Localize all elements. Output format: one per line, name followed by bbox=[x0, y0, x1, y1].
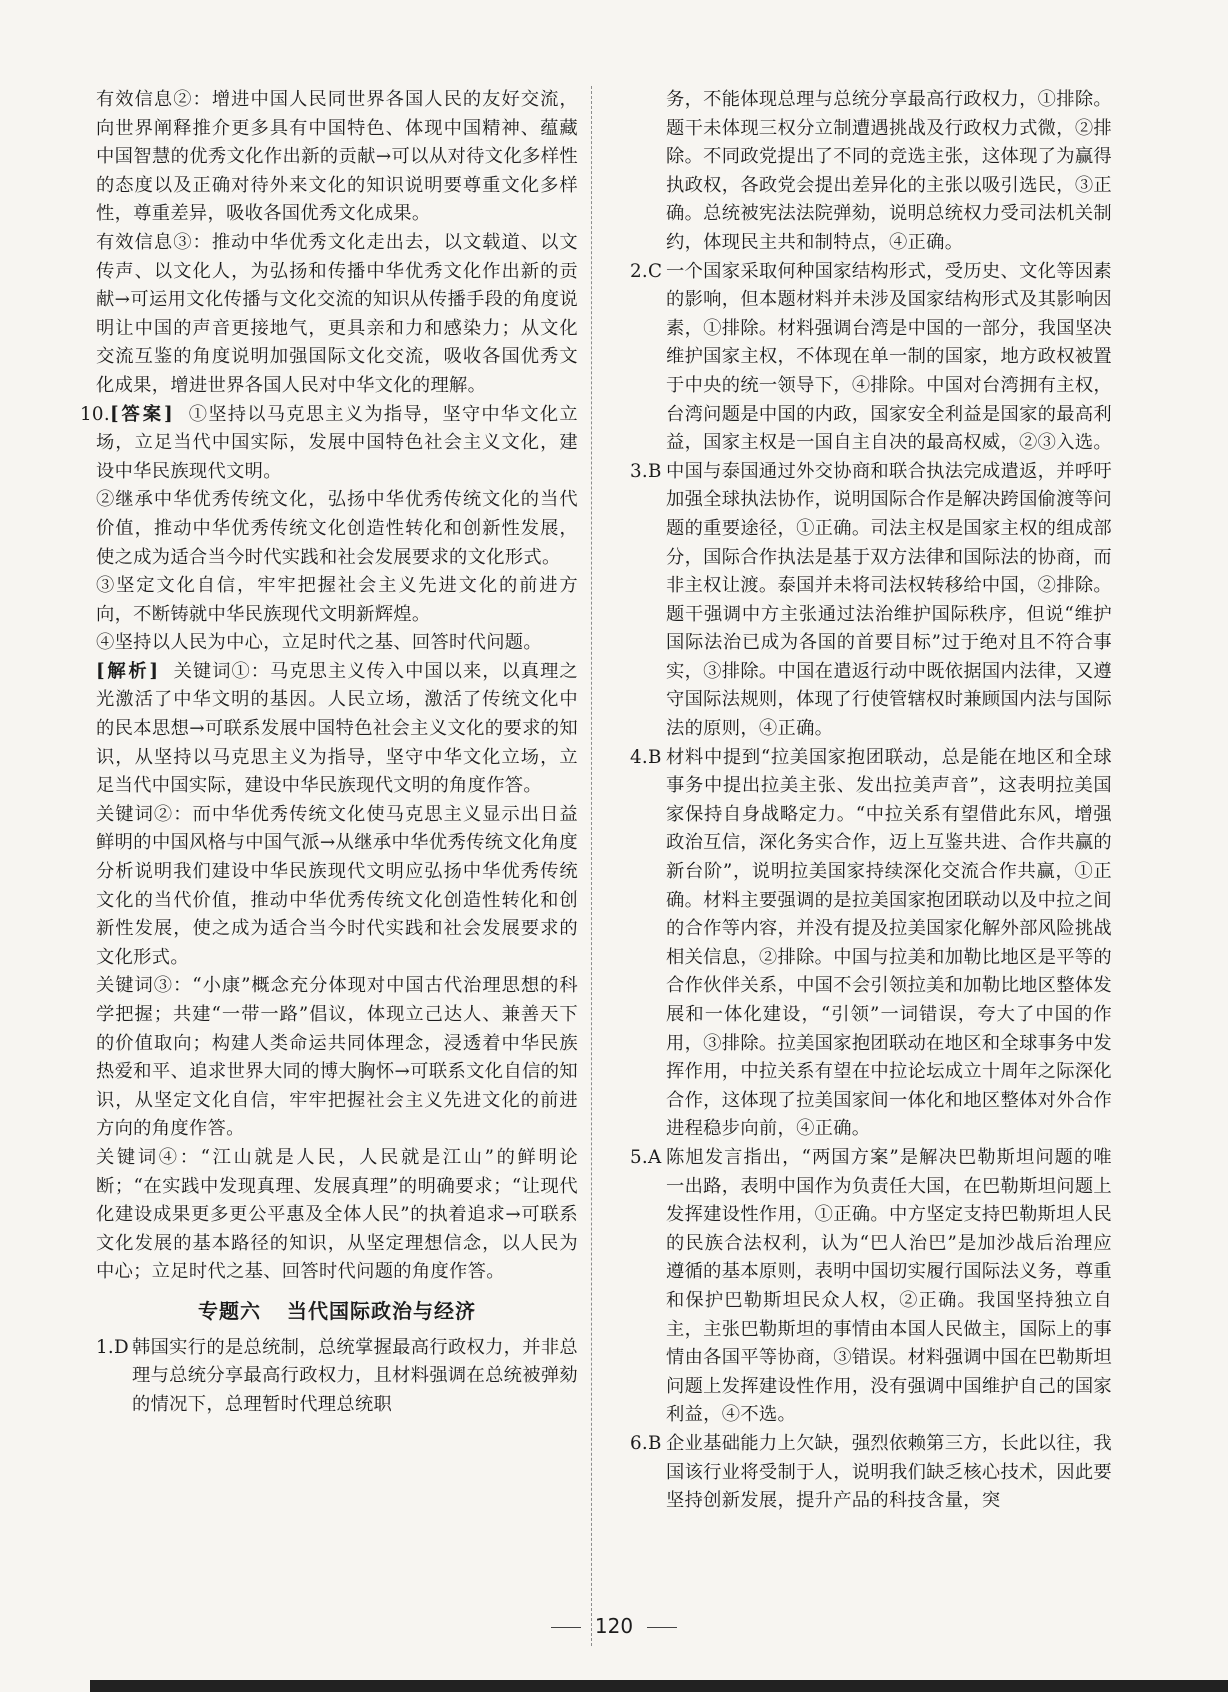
question-2-text: 一个国家采取何种国家结构形式，受历史、文化等因素的影响，但本题材料并未涉及国家结构形式及其影响因素，①排除。材料强调台湾是中国的一部分，我国坚决维护国家主权，不体现在单一制的国家，地方政权被置于中央的统一领导下，④排除。中国对台湾拥有主权，台湾问题是中国的内政，国家安全利益是国家的最高利益，国家主权是一国自主自决的最高权威，②③入选。 bbox=[666, 260, 1112, 454]
footer-dash-right bbox=[647, 1627, 677, 1628]
question-10-answer-1 bbox=[80, 401, 578, 487]
question-1-continued: 务，不能体现总理与总统分享最高行政权力，①排除。题干未体现三权分立制遭遇挑战及行政权力式微，②排除。不同政党提出了不同的竞选主张，这体现了为赢得执政权，各政党会提出差异化的主张以吸引选民，③正确。总统被宪法法院弹劾，说明总统权力受司法机关制约，体现民主共和制特点，④正确。 bbox=[666, 89, 1112, 253]
answer-tag: [答案] bbox=[109, 403, 175, 425]
question-6-text: 企业基础能力上欠缺，强烈依赖第三方，长此以往，我国该行业将受制于人，说明我们缺乏核心技术，因此要坚持创新发展，提升产品的科技含量，突 bbox=[666, 1432, 1112, 1512]
question-number: 3.B bbox=[630, 460, 662, 482]
question-number: 4.B bbox=[630, 746, 662, 768]
section-name: 当代国际政治与经济 bbox=[287, 1298, 476, 1323]
left-column bbox=[80, 86, 578, 1419]
question-2 bbox=[630, 258, 1112, 458]
page-footer bbox=[0, 1614, 1228, 1638]
keyword-4: 关键词④：“江山就是人民，人民就是江山”的鲜明论断；“在实践中发现真理、发展真理”的明确要求；“让现代化建设成果更多更公平惠及全体人民”的执着追求→可联系文化发展的基本路径的知识，从坚定理想信念，以人民为中心；立足时代之基、回答时代问题的角度作答。 bbox=[96, 1146, 578, 1283]
question-number: 1.D bbox=[96, 1336, 129, 1358]
question-4 bbox=[630, 744, 1112, 1144]
question-number: 2.C bbox=[630, 260, 663, 282]
keyword-3: 关键词③：“小康”概念充分体现对中国古代治理思想的科学把握；共建“一带一路”倡议，体现立己达人、兼善天下的价值取向；构建人类命运共同体理念，浸透着中华民族热爱和平、追求世界大同的博大胸怀→可联系文化自信的知识，从坚定文化自信，牢牢把握社会主义先进文化的前进方向的角度作答。 bbox=[96, 975, 578, 1140]
question-number: 10. bbox=[80, 403, 110, 425]
question-4-text: 材料中提到“拉美国家抱团联动，总是能在地区和全球事务中提出拉美主张、发出拉美声音”，这表明拉美国家保持自身战略定力。“中拉关系有望借此东风，增强政治互信，深化务实合作，迈上互鉴共进、合作共赢的新台阶”，说明拉美国家持续深化交流合作共赢，①正确。材料主要强调的是拉美国家抱团联动以及中拉之间的合作等内容，并没有提及拉美国家化解外部风险挑战相关信息，②排除。中国与拉美和加勒比地区是平等的合作伙伴关系，中国不会引领拉美和加勒比地区整体发展和一体化建设，“引领”一词错误，夸大了中国的作用，③排除。拉美国家抱团联动在地区和全球事务中发挥作用，中拉关系有望在中拉论坛成立十周年之际深化合作，这体现了拉美国家间一体化和地区整体对外合作进程稳步向前，④正确。 bbox=[666, 746, 1112, 1140]
question-6 bbox=[630, 1430, 1112, 1516]
question-10-answer-3: ③坚定文化自信，牢牢把握社会主义先进文化的前进方向，不断铸就中华民族现代文明新辉煌。 bbox=[96, 575, 578, 625]
question-3-text: 中国与泰国通过外交协商和联合执法完成遣返，并呼吁加强全球执法协作，说明国际合作是解决跨国偷渡等问题的重要途径，①正确。司法主权是国家主权的组成部分，国际合作执法是基于双方法律和国际法的协商，而非主权让渡。泰国并未将司法权转移给中国，②排除。题干强调中方主张通过法治维护国际秩序，但说“维护国际法治已成为各国的首要目标”过于绝对且不符合事实，③排除。中国在遣返行动中既依据国内法律，又遵守国际法规则，体现了行使管辖权时兼顾国内法与国际法的原则，④正确。 bbox=[666, 460, 1112, 740]
question-1 bbox=[96, 1334, 578, 1420]
analysis-tag: [解析] bbox=[96, 660, 160, 682]
right-column bbox=[630, 86, 1112, 1516]
keyword-2: 关键词②：而中华优秀传统文化使马克思主义显示出日益鲜明的中国风格与中国气派→从继承中华优秀传统文化角度分析说明我们建设中华民族现代文明应弘扬中华优秀传统文化的当代价值，推动中华优秀传统文化创造性转化和创新性发展，使之成为适合当今时代实践和社会发展要求的文化形式。 bbox=[96, 803, 578, 968]
question-10-answer-4: ④坚持以人民为中心，立足时代之基、回答时代问题。 bbox=[96, 632, 542, 654]
question-1-text: 韩国实行的是总统制，总统掌握最高行政权力，并非总理与总统分享最高行政权力，且材料强调在总统被弹劾的情况下，总理暂时代理总统职 bbox=[132, 1336, 578, 1415]
section-title bbox=[96, 1297, 578, 1326]
question-10-answer-2: ②继承中华优秀传统文化，弘扬中华优秀传统文化的当代价值，推动中华优秀传统文化创造性转化和创新性发展，使之成为适合当今时代实践和社会发展要求的文化形式。 bbox=[96, 489, 578, 568]
info-2: 有效信息②：增进中国人民同世界各国人民的友好交流，向世界阐释推介更多具有中国特色、体现中国精神、蕴藏中国智慧的优秀文化作出新的贡献→可以从对待文化多样性的态度以及正确对待外来文化的知识说明要尊重文化多样性，尊重差异，吸收各国优秀文化成果。 bbox=[96, 89, 578, 225]
question-number: 6.B bbox=[630, 1432, 662, 1454]
section-label: 专题六 bbox=[198, 1298, 261, 1323]
keyword-1 bbox=[96, 658, 578, 801]
question-3 bbox=[630, 458, 1112, 744]
question-number: 5.A bbox=[630, 1146, 662, 1168]
scan-edge-strip bbox=[90, 1680, 1228, 1692]
footer-dash-left bbox=[551, 1627, 581, 1628]
column-divider bbox=[591, 86, 592, 1646]
keyword-1-text: 关键词①：马克思主义传入中国以来，以真理之光激活了中华文明的基因。人民立场，激活了传统文化中的民本思想→可联系发展中国特色社会主义文化的要求的知识，从坚持以马克思主义为指导，坚守中华文化立场，立足当代中国实际，建设中华民族现代文明的角度作答。 bbox=[96, 660, 578, 797]
info-3: 有效信息③：推动中华优秀文化走出去，以文载道、以文传声、以文化人，为弘扬和传播中华优秀文化作出新的贡献→可运用文化传播与文化交流的知识从传播手段的角度说明让中国的声音更接地气，更具亲和力和感染力；从文化交流互鉴的角度说明加强国际文化交流，吸收各国优秀文化成果，增进世界各国人民对中华文化的理解。 bbox=[96, 231, 578, 396]
page-number: 120 bbox=[594, 1614, 634, 1638]
question-5-text: 陈旭发言指出，“两国方案”是解决巴勒斯坦问题的唯一出路，表明中国作为负责任大国，在巴勒斯坦问题上发挥建设性作用，①正确。中方坚定支持巴勒斯坦人民的民族合法权利，认为“巴人治巴”是加沙战后治理应遵循的基本原则，表明中国切实履行国际法义务，尊重和保护巴勒斯坦民众人权，②正确。我国坚持独立自主，主张巴勒斯坦的事情由本国人民做主，国际上的事情由各国平等协商，③错误。材料强调中国在巴勒斯坦问题上发挥建设性作用，没有强调中国维护自己的国家利益，④不选。 bbox=[666, 1146, 1112, 1426]
question-5 bbox=[630, 1144, 1112, 1430]
answer-text: ①坚持以马克思主义为指导，坚守中华文化立场，立足当代中国实际，发展中国特色社会主义文化，建设中华民族现代文明。 bbox=[96, 403, 578, 482]
